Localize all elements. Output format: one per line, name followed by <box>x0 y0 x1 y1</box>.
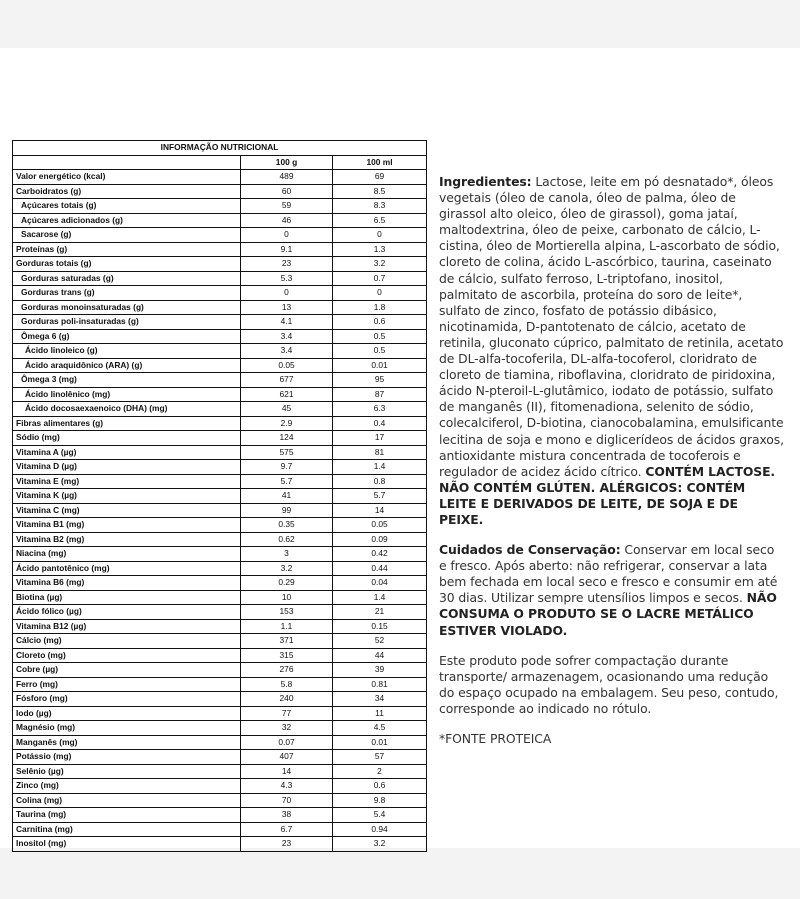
value-100ml: 81 <box>333 445 427 460</box>
value-100g: 45 <box>241 402 333 417</box>
value-100g: 0.29 <box>241 576 333 591</box>
nutrient-name: Vitamina C (mg) <box>13 503 241 518</box>
value-100ml: 0.01 <box>333 735 427 750</box>
nutrient-name: Vitamina A (µg) <box>13 445 241 460</box>
value-100g: 621 <box>241 387 333 402</box>
table-row <box>13 590 427 605</box>
nutrient-name: Inositol (mg) <box>13 837 241 852</box>
nutrient-name: Ácido araquidônico (ARA) (g) <box>13 358 241 373</box>
value-100g: 38 <box>241 808 333 823</box>
value-100ml: 0 <box>333 286 427 301</box>
table-row <box>13 793 427 808</box>
value-100g: 5.3 <box>241 271 333 286</box>
header-empty <box>13 155 241 170</box>
value-100ml: 8.3 <box>333 199 427 214</box>
value-100g: 240 <box>241 692 333 707</box>
value-100g: 59 <box>241 199 333 214</box>
nutrient-name: Magnésio (mg) <box>13 721 241 736</box>
table-row <box>13 242 427 257</box>
value-100g: 677 <box>241 373 333 388</box>
value-100ml: 21 <box>333 605 427 620</box>
value-100g: 489 <box>241 170 333 185</box>
value-100ml: 1.3 <box>333 242 427 257</box>
nutrient-name: Açúcares adicionados (g) <box>13 213 241 228</box>
label-text <box>439 174 784 747</box>
value-100ml: 0.94 <box>333 822 427 837</box>
ingredients-label: Ingredientes: <box>439 174 532 189</box>
table-row <box>13 228 427 243</box>
nutrient-name: Cobre (µg) <box>13 663 241 678</box>
value-100ml: 0.42 <box>333 547 427 562</box>
table-row <box>13 460 427 475</box>
value-100g: 0 <box>241 228 333 243</box>
value-100g: 3 <box>241 547 333 562</box>
nutrient-name: Gorduras trans (g) <box>13 286 241 301</box>
value-100ml: 0.01 <box>333 358 427 373</box>
value-100g: 315 <box>241 648 333 663</box>
table-row <box>13 619 427 634</box>
value-100ml: 87 <box>333 387 427 402</box>
value-100ml: 0.44 <box>333 561 427 576</box>
value-100ml: 0.8 <box>333 474 427 489</box>
table-row <box>13 329 427 344</box>
value-100g: 407 <box>241 750 333 765</box>
nutrient-name: Gorduras totais (g) <box>13 257 241 272</box>
value-100g: 575 <box>241 445 333 460</box>
value-100g: 371 <box>241 634 333 649</box>
table-row <box>13 547 427 562</box>
value-100g: 276 <box>241 663 333 678</box>
value-100ml: 0.15 <box>333 619 427 634</box>
nutrient-name: Potássio (mg) <box>13 750 241 765</box>
value-100ml: 0.6 <box>333 315 427 330</box>
nutrient-name: Sódio (mg) <box>13 431 241 446</box>
value-100ml: 3.2 <box>333 257 427 272</box>
value-100g: 46 <box>241 213 333 228</box>
nutrient-name: Proteínas (g) <box>13 242 241 257</box>
nutrient-name: Taurina (mg) <box>13 808 241 823</box>
table-row <box>13 431 427 446</box>
value-100g: 3.4 <box>241 329 333 344</box>
table-row <box>13 402 427 417</box>
value-100ml: 34 <box>333 692 427 707</box>
table-row <box>13 779 427 794</box>
nutrient-name: Fósforo (mg) <box>13 692 241 707</box>
value-100g: 3.4 <box>241 344 333 359</box>
value-100ml: 95 <box>333 373 427 388</box>
value-100g: 9.1 <box>241 242 333 257</box>
value-100g: 4.3 <box>241 779 333 794</box>
nutrient-name: Vitamina K (µg) <box>13 489 241 504</box>
table-row <box>13 315 427 330</box>
value-100ml: 5.7 <box>333 489 427 504</box>
seal-warning: NÃO CONSUMA O PRODUTO SE O LACRE METÁLICO ESTIVER VIOLADO. <box>439 590 777 638</box>
nutrient-name: Zinco (mg) <box>13 779 241 794</box>
value-100ml: 0.05 <box>333 518 427 533</box>
nutrient-name: Ferro (mg) <box>13 677 241 692</box>
nutrient-name: Ômega 6 (g) <box>13 329 241 344</box>
storage-paragraph <box>439 542 784 639</box>
value-100g: 0.62 <box>241 532 333 547</box>
nutrient-name: Carnitina (mg) <box>13 822 241 837</box>
storage-text: Conservar em local seco e fresco. Após aberto: não refrigerar, conservar a lata bem fechada em local seco e fresco e consumir em até 30 dias. Utilizar sempre utensílios limpos e secos. <box>439 542 778 606</box>
table-row <box>13 706 427 721</box>
table-row <box>13 561 427 576</box>
table-row <box>13 358 427 373</box>
value-100ml: 5.4 <box>333 808 427 823</box>
table-row <box>13 576 427 591</box>
table-row <box>13 721 427 736</box>
value-100g: 0 <box>241 286 333 301</box>
table-row <box>13 199 427 214</box>
value-100ml: 0.6 <box>333 779 427 794</box>
table-row <box>13 344 427 359</box>
ingredients-text: Lactose, leite em pó desnatado*, óleos vegetais (óleo de canola, óleo de palma, óleo de girassol alto oleico, óleo de girassol), goma jataí, maltodextrina, óleo de peixe, carbonato de cálcio, L-cistina, óleo de Mortierella alpina, L-ascorbato de sódio, cloreto de colina, ácido L-ascórbico, taurina, caseinato de cálcio, sulfato ferroso, L-triptofano, inositol, palmitato de ascorbila, proteína do soro de leite*, sulfato de zinco, fosfato de potássio dibásico, nicotinamida, D-pantotenato de cálcio, acetato de retinila, gluconato cúprico, palmitato de retinila, acetato de DL-alfa-tocoferila, DL-alfa-tocoferol, cloridrato de cloreto de tiamina, riboflavina, cloridrato de piridoxina, ácido N-pteroil-L-glutâmico, iodato de potássio, sulfato de manganês (II), fitomenadiona, selenito de sódio, colecalciferol, D-biotina, cianocobalamina, emulsificante lecitina de soja e mono e diglicerídeos de ácidos graxos, antioxidante mistura concentrada de tocoferois e regulador de acidez ácido cítrico. <box>439 174 784 479</box>
value-100ml: 0.09 <box>333 532 427 547</box>
value-100g: 10 <box>241 590 333 605</box>
table-row <box>13 416 427 431</box>
value-100g: 99 <box>241 503 333 518</box>
value-100g: 1.1 <box>241 619 333 634</box>
table-row <box>13 518 427 533</box>
value-100ml: 0.81 <box>333 677 427 692</box>
table-row <box>13 503 427 518</box>
table-title-row <box>13 141 427 156</box>
value-100g: 0.05 <box>241 358 333 373</box>
nutrient-name: Sacarose (g) <box>13 228 241 243</box>
value-100ml: 1.8 <box>333 300 427 315</box>
nutrition-table-body <box>13 170 427 852</box>
value-100g: 41 <box>241 489 333 504</box>
value-100ml: 14 <box>333 503 427 518</box>
table-row <box>13 387 427 402</box>
table-row <box>13 764 427 779</box>
nutrient-name: Colina (mg) <box>13 793 241 808</box>
table-row <box>13 750 427 765</box>
nutrient-name: Ácido linolênico (mg) <box>13 387 241 402</box>
nutrient-name: Manganês (mg) <box>13 735 241 750</box>
nutrient-name: Vitamina B6 (mg) <box>13 576 241 591</box>
table-row <box>13 184 427 199</box>
table-row <box>13 271 427 286</box>
table-row <box>13 257 427 272</box>
value-100g: 0.35 <box>241 518 333 533</box>
value-100ml: 0 <box>333 228 427 243</box>
ingredients-paragraph <box>439 174 784 528</box>
table-row <box>13 300 427 315</box>
table-row <box>13 634 427 649</box>
table-row <box>13 170 427 185</box>
nutrient-name: Carboidratos (g) <box>13 184 241 199</box>
value-100ml: 0.4 <box>333 416 427 431</box>
value-100g: 5.8 <box>241 677 333 692</box>
value-100g: 77 <box>241 706 333 721</box>
nutrient-name: Niacina (mg) <box>13 547 241 562</box>
value-100g: 23 <box>241 837 333 852</box>
value-100g: 13 <box>241 300 333 315</box>
table-header-row <box>13 155 427 170</box>
nutrient-name: Ômega 3 (mg) <box>13 373 241 388</box>
value-100g: 2.9 <box>241 416 333 431</box>
table-row <box>13 837 427 852</box>
value-100g: 14 <box>241 764 333 779</box>
value-100g: 6.7 <box>241 822 333 837</box>
value-100g: 4.1 <box>241 315 333 330</box>
header-100g: 100 g <box>241 155 333 170</box>
value-100g: 9.7 <box>241 460 333 475</box>
nutrient-name: Gorduras saturadas (g) <box>13 271 241 286</box>
nutrient-name: Gorduras monoinsaturadas (g) <box>13 300 241 315</box>
nutrient-name: Vitamina B2 (mg) <box>13 532 241 547</box>
value-100ml: 0.04 <box>333 576 427 591</box>
value-100ml: 0.5 <box>333 329 427 344</box>
value-100g: 124 <box>241 431 333 446</box>
value-100ml: 44 <box>333 648 427 663</box>
table-row <box>13 663 427 678</box>
value-100g: 70 <box>241 793 333 808</box>
table-row <box>13 373 427 388</box>
value-100ml: 69 <box>333 170 427 185</box>
nutrient-name: Ácido fólico (µg) <box>13 605 241 620</box>
value-100ml: 9.8 <box>333 793 427 808</box>
nutrient-name: Fibras alimentares (g) <box>13 416 241 431</box>
value-100g: 32 <box>241 721 333 736</box>
table-row <box>13 286 427 301</box>
header-100ml: 100 ml <box>333 155 427 170</box>
table-row <box>13 677 427 692</box>
table-row <box>13 808 427 823</box>
nutrient-name: Cálcio (mg) <box>13 634 241 649</box>
footnote: *FONTE PROTEICA <box>439 731 552 746</box>
table-row <box>13 822 427 837</box>
table-title: INFORMAÇÃO NUTRICIONAL <box>13 141 427 156</box>
nutrient-name: Vitamina B12 (µg) <box>13 619 241 634</box>
table-row <box>13 735 427 750</box>
label-panel <box>0 48 800 848</box>
value-100ml: 6.5 <box>333 213 427 228</box>
nutrient-name: Vitamina B1 (mg) <box>13 518 241 533</box>
table-row <box>13 474 427 489</box>
nutrient-name: Iodo (µg) <box>13 706 241 721</box>
value-100ml: 3.2 <box>333 837 427 852</box>
nutrient-name: Cloreto (mg) <box>13 648 241 663</box>
table-row <box>13 489 427 504</box>
nutrient-name: Vitamina D (µg) <box>13 460 241 475</box>
value-100ml: 0.5 <box>333 344 427 359</box>
value-100ml: 39 <box>333 663 427 678</box>
nutrient-name: Selênio (µg) <box>13 764 241 779</box>
value-100ml: 1.4 <box>333 590 427 605</box>
table-row <box>13 648 427 663</box>
table-row <box>13 692 427 707</box>
compaction-paragraph: Este produto pode sofrer compactação durante transporte/ armazenagem, ocasionando uma redução do espaço ocupado na embalagem. Seu peso, contudo, corresponde ao indicado no rótulo. <box>439 652 779 716</box>
nutrient-name: Ácido docosaexaenoico (DHA) (mg) <box>13 402 241 417</box>
value-100g: 3.2 <box>241 561 333 576</box>
value-100g: 153 <box>241 605 333 620</box>
value-100ml: 52 <box>333 634 427 649</box>
nutrition-table <box>12 140 427 852</box>
nutrient-name: Açúcares totais (g) <box>13 199 241 214</box>
nutrient-name: Valor energético (kcal) <box>13 170 241 185</box>
value-100ml: 17 <box>333 431 427 446</box>
value-100ml: 11 <box>333 706 427 721</box>
nutrient-name: Gorduras poli-insaturadas (g) <box>13 315 241 330</box>
value-100ml: 57 <box>333 750 427 765</box>
nutrient-name: Ácido linoleico (g) <box>13 344 241 359</box>
value-100g: 0.07 <box>241 735 333 750</box>
value-100ml: 0.7 <box>333 271 427 286</box>
storage-label: Cuidados de Conservação: <box>439 542 621 558</box>
allergen-warning: CONTÉM LACTOSE. NÃO CONTÉM GLÚTEN. ALÉRGICOS: CONTÉM LEITE E DERIVADOS DE LEITE, DE SOJA E DE PEIXE. <box>439 463 776 527</box>
table-row <box>13 532 427 547</box>
table-row <box>13 213 427 228</box>
value-100g: 5.7 <box>241 474 333 489</box>
value-100ml: 4.5 <box>333 721 427 736</box>
nutrient-name: Ácido pantotênico (mg) <box>13 561 241 576</box>
table-row <box>13 605 427 620</box>
value-100ml: 2 <box>333 764 427 779</box>
value-100g: 23 <box>241 257 333 272</box>
value-100ml: 8.5 <box>333 184 427 199</box>
nutrient-name: Biotina (µg) <box>13 590 241 605</box>
table-row <box>13 445 427 460</box>
nutrient-name: Vitamina E (mg) <box>13 474 241 489</box>
value-100g: 60 <box>241 184 333 199</box>
value-100ml: 6.3 <box>333 402 427 417</box>
value-100ml: 1.4 <box>333 460 427 475</box>
